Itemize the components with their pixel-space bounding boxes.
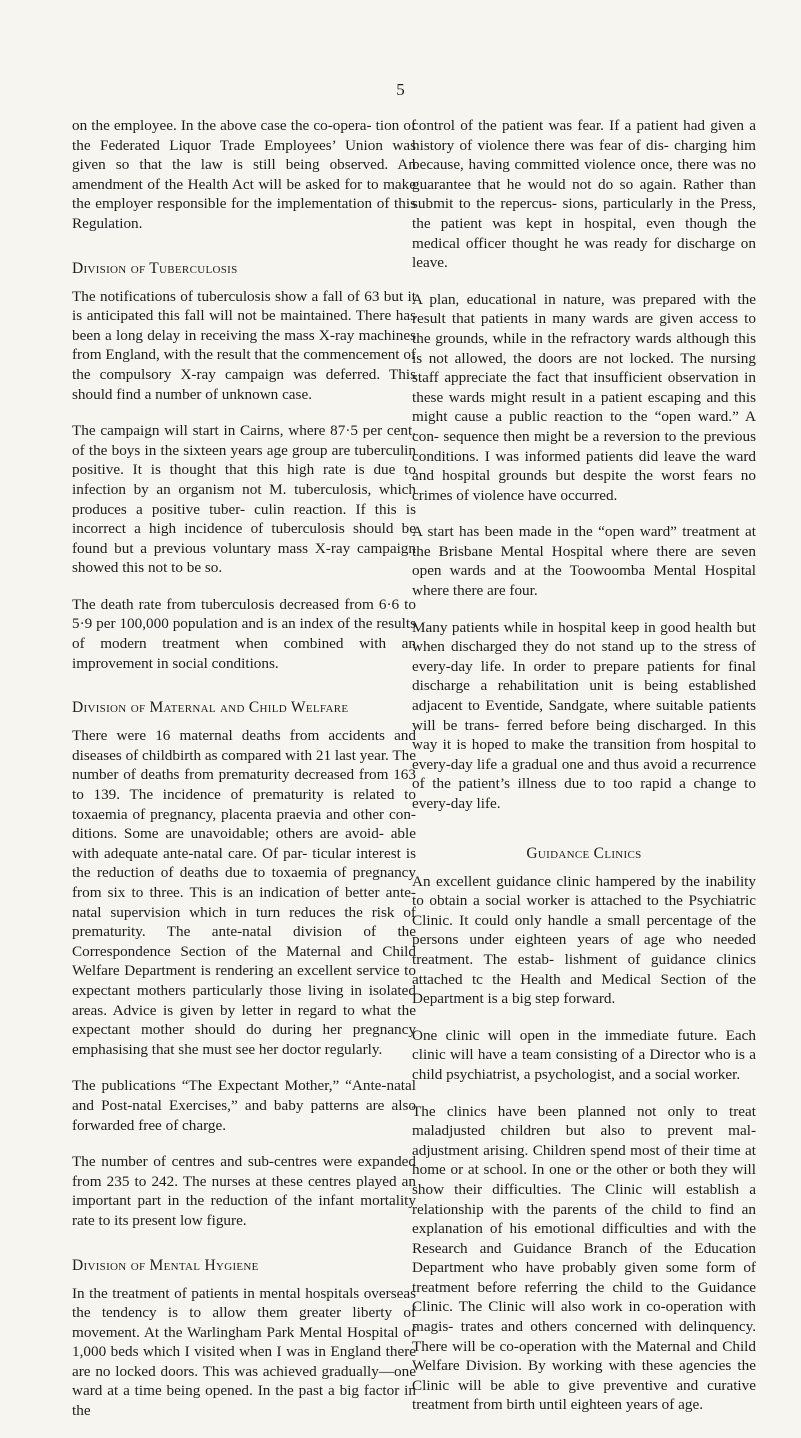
paragraph: An excellent guidance clinic hampered by the inability to obtain a social worker is attached to the Psychiatric Clinic. It could only handle a small percentage of the persons under eighteen years of age who needed treatment. The estab- lishment of guidance clinics attached tc the Health and Medical Section of the Department is a big step forward. bbox=[412, 872, 756, 1008]
section-heading-guidance-clinics: Guidance Clinics bbox=[526, 844, 642, 862]
paragraph: The death rate from tuberculosis decreased from 6·6 to 5·9 per 100,000 population and is an index of the results of modern treatment when combined with an improvement in social conditions. bbox=[72, 595, 416, 672]
paragraph: In the treatment of patients in mental hospitals overseas the tendency is to allow them greater liberty of movement. At the Warlingham Park Mental Hospital of 1,000 beds which I visited when I was in England there are no locked doors. This was achieved gradually—one ward at a time being opened. In the past a big factor in the bbox=[72, 1284, 416, 1420]
right-column bbox=[412, 116, 756, 1432]
paragraph: A start has been made in the “open ward” treatment at the Brisbane Mental Hospital where there are seven open wards and at the Toowoomba Mental Hospital where there are four. bbox=[412, 523, 756, 600]
section-heading-maternal-child-welfare: Division of Maternal and Child Welfare bbox=[72, 699, 349, 717]
paragraph: Many patients while in hospital keep in good health but when discharged they do not stand up to the stress of every-day life. In order to prepare patients for final discharge a rehabilitation unit is being established adjacent to Eventide, Sandgate, where suitable patients will be trans- ferred before being discharged. In this way it is hoped to make the transition from hospital to every-day life a gradual one and thus avoid a recurrence of the patient’s illness due to too rapid a change to every-day life. bbox=[412, 618, 756, 812]
section-heading-tuberculosis: Division of Tuberculosis bbox=[72, 259, 238, 277]
paragraph: The number of centres and sub-centres were expanded from 235 to 242. The nurses at these centres played an important part in the reduction of the infant mortality rate to its present low figure. bbox=[72, 1153, 416, 1229]
left-column bbox=[72, 116, 416, 1438]
paragraph: The publications “The Expectant Mother,” “Ante-natal and Post-natal Exercises,” and baby patterns are also forwarded free of charge. bbox=[72, 1077, 416, 1134]
paragraph: on the employee. In the above case the co-opera- tion of the Federated Liquor Trade Employees’ Union was given so that the law is still being observed. An amendment of the Health Act will be asked for to make the employer responsible for the implementation of this Regulation. bbox=[72, 117, 416, 232]
paragraph: The clinics have been planned not only to treat maladjusted children but also to prevent mal- adjustment arising. Children spend most of their time at home or at school. In one or the other or both they will show their difficulties. The Clinic will establish a relationship with the parents of the child to find an explanation of his emotional difficulties and with the Research and Guidance Branch of the Education Department who have probably given some form of treatment before referring the child to the Guidance Clinic. The Clinic will also work in co-operation with magis- trates and others concerned with delinquency. There will be co-operation with the Maternal and Child Welfare Division. By working with these agencies the Clinic will be able to give preventive and curative treatment from birth until eighteen years of age. bbox=[412, 1102, 756, 1414]
paragraph: The campaign will start in Cairns, where 87·5 per cent. of the boys in the sixteen years age group are tuberculin positive. It is thought that this high rate is due to infection by an organism not M. tuberculosis, which produces a positive tuber- culin reaction. If this is incorrect a high incidence of tuberculosis should be found but a previous voluntary mass X-ray campaign showed this not to be so. bbox=[72, 422, 416, 577]
paragraph: A plan, educational in nature, was prepared with the result that patients in many wards are given access to the grounds, while in the refractory wards although this is not allowed, the doors are not locked. The nursing staff appreciate the fact that insufficient observation in these wards might result in a patient escaping and this might cause a public reaction to the “open ward.” A con- sequence then might be a reversion to the previous conditions. I was informed patients did leave the ward and hospital grounds but despite the worst fears no crimes of violence have occurred. bbox=[412, 290, 756, 504]
page-number: 5 bbox=[396, 80, 405, 99]
paragraph: There were 16 maternal deaths from accidents and diseases of childbirth as compared with 21 last year. The number of deaths from prematurity decreased from 163 to 139. The incidence of prematurity is related to toxaemia of pregnancy, placenta praevia and other con- ditions. Some are unavoidable; others are avoid- able with adequate ante-natal care. Of par- ticular interest is the reduction of deaths due to toxaemia of pregnancy from six to three. This is an indication of better ante-natal supervision which in turn reduces the risk of prematurity. The ante-natal division of the Correspondence Section of the Maternal and Child Welfare Department is rendering an excellent service to expectant mothers particularly those living in isolated areas. Advice is given by letter in regard to what the expectant mother should do during her pregnancy emphasising that she must see her doctor regularly. bbox=[72, 727, 416, 1058]
paragraph: The notifications of tuberculosis show a fall of 63 but it is anticipated this fall will not be maintained. There has been a long delay in receiving the mass X-ray machines from England, with the result that the commencement of the compulsory X-ray campaign was deferred. This should find a number of unknown case. bbox=[72, 287, 416, 403]
paragraph: control of the patient was fear. If a patient had given a history of violence there was fear of dis- charging him because, having committed violence once, there was no guarantee that he would not do so again. Rather than submit to the repercus- sions, particularly in the Press, the patient was kept in hospital, even though the medical officer thought he was ready for discharge on leave. bbox=[412, 117, 756, 272]
section-heading-mental-hygiene: Division of Mental Hygiene bbox=[72, 1256, 259, 1274]
paragraph: One clinic will open in the immediate future. Each clinic will have a team consisting of a Director who is a child psychiatrist, a psychologist, and a social worker. bbox=[412, 1026, 756, 1083]
